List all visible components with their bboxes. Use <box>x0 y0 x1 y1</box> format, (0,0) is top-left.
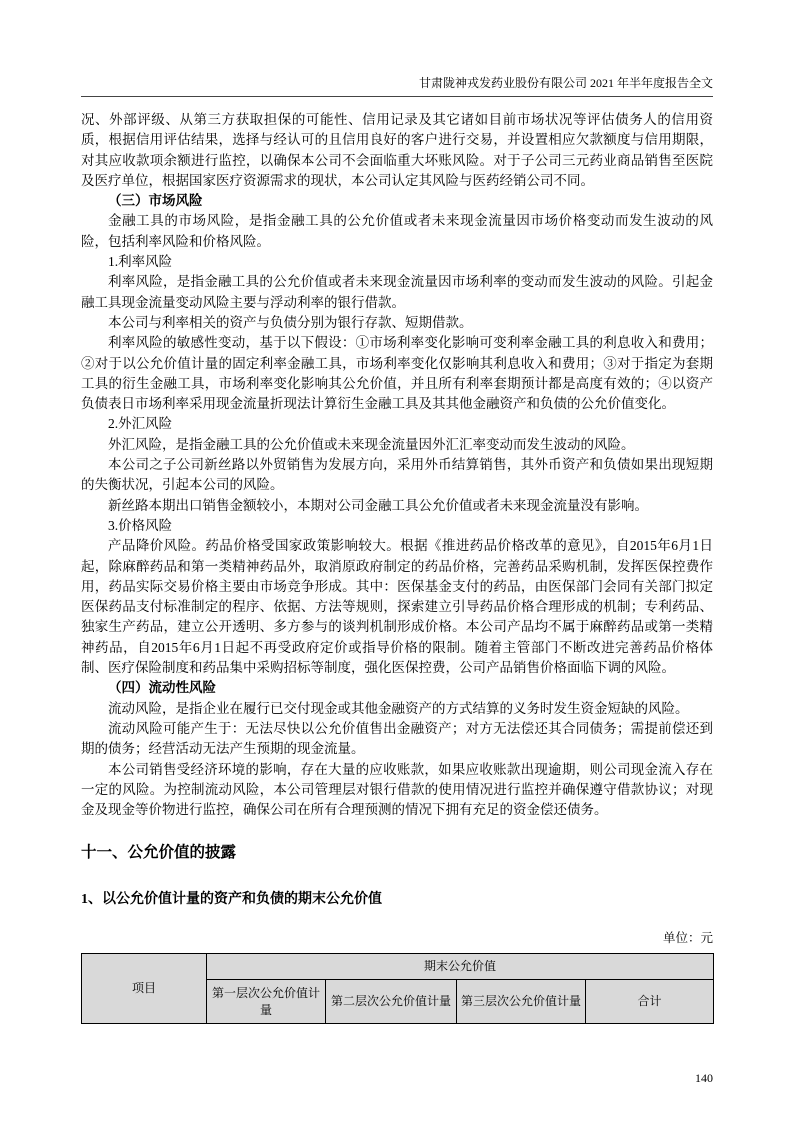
section-heading: 十一、公允价值的披露 <box>81 844 237 862</box>
paragraph: 利率风险，是指金融工具的公允价值或者未来现金流量因市场利率的变动而发生波动的风险。引起金融工具现金流量变动风险主要与浮动利率的银行借款。 <box>81 274 713 310</box>
paragraph: 本公司销售受经济环境的影响，存在大量的应收账款，如果应收账款出现逾期，则公司现金流入存在一定的风险。为控制流动风险，本公司管理层对银行借款的使用情况进行监控并确保遵守借款协议；对现金及现金等价物进行监控，确保公司在所有合理预测的情况下拥有充足的资金偿还债务。 <box>81 761 713 818</box>
table-header-level1: 第一层次公允价值计量 <box>207 980 326 1024</box>
paragraph: 流动风险，是指企业在履行已交付现金或其他金融资产的方式结算的义务时发生资金短缺的风险。 <box>108 700 689 716</box>
table-header-group: 期末公允价值 <box>207 954 714 980</box>
paragraph: 外汇风险，是指金融工具的公允价值或未来现金流量因外汇汇率变动而发生波动的风险。 <box>108 436 635 452</box>
table-header-item: 项目 <box>82 954 207 1024</box>
fair-value-table <box>81 953 714 1024</box>
paragraph: 利率风险的敏感性变动，基于以下假设：①市场利率变化影响可变利率金融工具的利息收入和费用；②对于以公允价值计量的固定利率金融工具，市场利率变化仅影响其利息收入和费用；③对于指定为套期工具的衍生金融工具，市场利率变化影响其公允价值，并且所有利率套期预计都是高度有效的；④以资产负债表日市场利率采用现金流量折现法计算衍生金融工具及其其他金融资产和负债的公允价值变化。 <box>81 335 713 412</box>
paragraph-heading-liquidity-risk: （四）流动性风险 <box>108 680 216 696</box>
document-header-title: 甘肃陇神戎发药业股份有限公司 2021 年半年度报告全文 <box>418 76 713 90</box>
paragraph: 金融工具的市场风险，是指金融工具的公允价值或者未来现金流量因市场价格变动而发生波动的风险，包括利率风险和价格风险。 <box>81 213 713 249</box>
table-header-level3: 第三层次公允价值计量 <box>457 980 586 1024</box>
document-header <box>81 76 713 97</box>
table-header-level2: 第二层次公允价值计量 <box>326 980 457 1024</box>
body-text <box>81 110 713 820</box>
paragraph: 本公司之子公司新丝路以外贸销售为发展方向，采用外币结算销售，其外币资产和负债如果出现短期的失衡状况，引起本公司的风险。 <box>81 457 713 493</box>
paragraph: 流动风险可能产生于：无法尽快以公允价值售出金融资产；对方无法偿还其合同债务；需提前偿还到期的债务；经营活动无法产生预期的现金流量。 <box>81 720 713 757</box>
paragraph-heading-fx-risk: 2.外汇风险 <box>108 416 173 432</box>
page-number: 140 <box>695 1071 713 1085</box>
subsection-heading: 1、以公允价值计量的资产和负债的期末公允价值 <box>81 892 382 908</box>
paragraph-heading-market-risk: （三）市场风险 <box>108 193 203 209</box>
paragraph: 本公司与利率相关的资产与负债分别为银行存款、短期借款。 <box>108 314 473 330</box>
paragraph: 新丝路本期出口销售金额较小，本期对公司金融工具公允价值或者未来现金流量没有影响。 <box>108 497 648 513</box>
table-header-total: 合计 <box>586 980 714 1024</box>
paragraph-heading-interest-rate-risk: 1.利率风险 <box>108 254 173 270</box>
paragraph: 况、外部评级、从第三方获取担保的可能性、信用记录及其它诸如目前市场状况等评估债务人的信用资质，根据信用评估结果，选择与经认可的且信用良好的客户进行交易，并设置相应欠款额度与信用期限，对其应收款项余额进行监控，以确保本公司不会面临重大坏账风险。对于子公司三元药业商品销售至医院及医疗单位，根据国家医疗资源需求的现状，本公司认定其风险与医药经销公司不同。 <box>81 112 713 188</box>
paragraph-heading-price-risk: 3.价格风险 <box>108 517 173 533</box>
paragraph: 产品降价风险。药品价格受国家政策影响较大。根据《推进药品价格改革的意见》，自2015年6月1日起，除麻醉药品和第一类精神药品外，取消原政府制定的药品价格，完善药品采购机制，发挥医保控费作用，药品实际交易价格主要由市场竞争形成。其中：医保基金支付的药品，由医保部门会同有关部门拟定医保药品支付标准制定的程序、依据、方法等规则，探索建立引导药品价格合理形成的机制；专利药品、独家生产药品，建立公开透明、多方参与的谈判机制形成价格。本公司产品均不属于麻醉药品或第一类精神药品，自2015年6月1日起不再受政府定价或指导价格的限制。随着主管部门不断改进完善药品价格体制、医疗保险制度和药品集中采购招标等制度，强化医保控费，公司产品销售价格面临下调的风险。 <box>81 538 713 676</box>
unit-label: 单位：元 <box>662 931 713 946</box>
